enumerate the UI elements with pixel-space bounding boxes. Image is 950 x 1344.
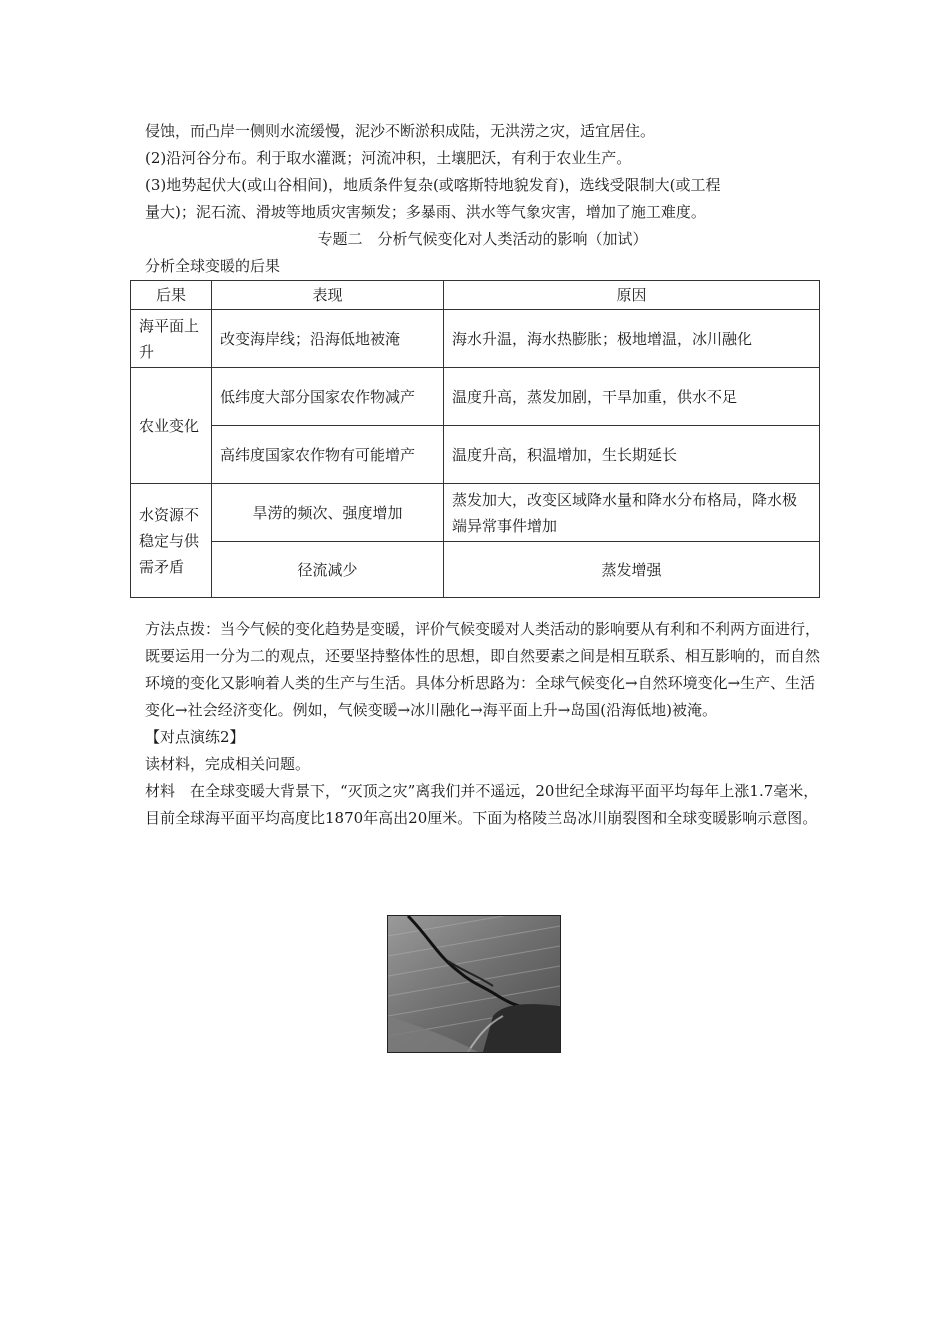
answer-line-3b: 量大)；泥石流、滑坡等地质灾害频发；多暴雨、洪水等气象灾害，增加了施工难度。 — [145, 203, 706, 221]
cell-cause: 蒸发加大，改变区域降水量和降水分布格局，降水极端异常事件增加 — [444, 484, 820, 542]
consequence-table — [130, 280, 820, 598]
exercise-instruction: 读材料，完成相关问题。 — [145, 755, 311, 773]
cell-effect: 高纬度国家农作物有可能增产 — [212, 426, 444, 484]
cell-cause: 蒸发增强 — [444, 542, 820, 598]
glacier-photo — [387, 915, 561, 1053]
table-row — [131, 368, 820, 426]
cell-cause: 海水升温，海水热膨胀；极地增温，冰川融化 — [444, 310, 820, 368]
page-content — [139, 118, 821, 832]
header-cause: 原因 — [444, 281, 820, 310]
section-subtitle: 分析全球变暖的后果 — [145, 257, 281, 275]
cell-effect: 低纬度大部分国家农作物减产 — [212, 368, 444, 426]
answer-line-3a: (3)地势起伏大(或山谷相间)，地质条件复杂(或喀斯特地貌发育)，选线受限制大(或工程 — [145, 176, 721, 194]
method-tip: 方法点拨：当今气候的变化趋势是变暖，评价气候变暖对人类活动的影响要从有利和不利两方面进行，既要运用一分为二的观点，还要坚持整体性的思想，即自然要素之间是相互联系、相互影响的，而自然环境的变化又影响着人类的生产与生活。具体分析思路为：全球气候变化→自然环境变化→生产、生活变化→社会经济变化。例如，气候变暖→冰川融化→海平面上升→岛国(沿海低地)被淹。 — [145, 620, 821, 719]
table-header-row — [131, 281, 820, 310]
table-row — [131, 484, 820, 542]
glacier-crack-image — [388, 916, 560, 1052]
exercise-material: 材料 在全球变暖大背景下，“灭顶之灾”离我们并不遥远，20世纪全球海平面平均每年上涨1.7毫米，目前全球海平面平均高度比1870年高出20厘米。下面为格陵兰岛冰川崩裂图和全球变暖影响示意图。 — [145, 782, 819, 827]
cell-effect: 径流减少 — [212, 542, 444, 598]
row-label-agriculture: 农业变化 — [131, 368, 212, 484]
header-effect: 表现 — [212, 281, 444, 310]
section-title: 专题二 分析气候变化对人类活动的影响（加试） — [317, 230, 648, 248]
answer-line-2: (2)沿河谷分布。利于取水灌溉；河流冲积，土壤肥沃，有利于农业生产。 — [145, 149, 632, 167]
answer-line-1: 侵蚀，而凸岸一侧则水流缓慢，泥沙不断淤积成陆，无洪涝之灾，适宜居住。 — [145, 122, 656, 140]
table-row — [131, 542, 820, 598]
cell-effect: 改变海岸线；沿海低地被淹 — [212, 310, 444, 368]
header-consequence: 后果 — [131, 281, 212, 310]
cell-cause: 温度升高，蒸发加剧，干旱加重，供水不足 — [444, 368, 820, 426]
cell-effect: 旱涝的频次、强度增加 — [212, 484, 444, 542]
table-row — [131, 426, 820, 484]
table-row — [131, 310, 820, 368]
row-label-sea-level: 海平面上升 — [131, 310, 212, 368]
cell-cause: 温度升高，积温增加，生长期延长 — [444, 426, 820, 484]
exercise-heading: 【对点演练2】 — [145, 728, 245, 746]
row-label-water: 水资源不稳定与供需矛盾 — [131, 484, 212, 598]
